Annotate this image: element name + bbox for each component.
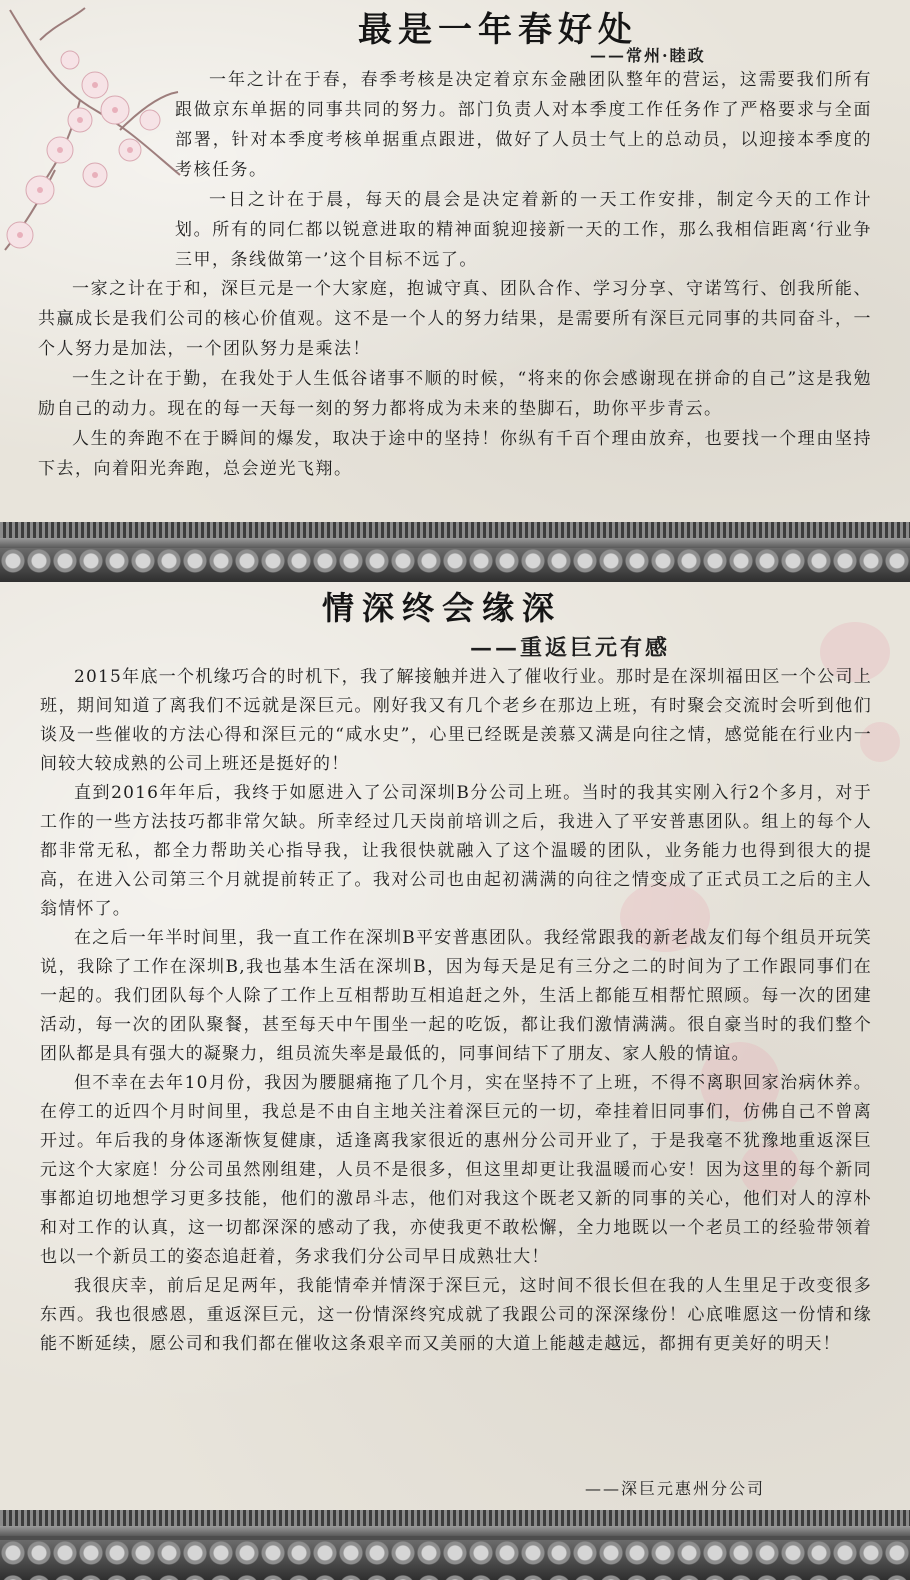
plum-blossom-illustration xyxy=(0,0,185,265)
section2-signature: ——深巨元惠州分公司 xyxy=(584,1479,765,1498)
section1-paragraph-1: 一年之计在于春，春季考核是决定着京东金融团队整年的营运，这需要我们所有跟做京东单据的同事共同的努力。部门负责人对本季度工作任务作了严格要求与全面部署，针对本季度考核单据重点跟进，做好了人员士气上的总动员，以迎接本季度的考核任务。 xyxy=(175,70,872,180)
section1-subtitle: ——常州·睦政 xyxy=(590,46,706,65)
section1-paragraph-3: 一家之计在于和，深巨元是一个大家庭，抱诚守真、团队合作、学习分享、守诺笃行、创我所能、共赢成长是我们公司的核心价值观。这不是一个人的努力结果，是需要所有深巨元同事的共同奋斗，一个人努力是加法，一个团队努力是乘法！ xyxy=(38,279,872,359)
section1-body-top xyxy=(175,65,872,275)
section2-title: 情深终会缘深 xyxy=(322,589,563,627)
section2-paragraph-4: 但不幸在去年10月份，我因为腰腿痛拖了几个月，实在坚持不了上班，不得不离职回家治病休养。在停工的近四个月时间里，我总是不由自主地关注着深巨元的一切，牵挂着旧同事们，仿佛自己不曾离开过。年后我的身体逐渐恢复健康，适逢离我家很近的惠州分公司开业了，于是我毫不犹豫地重返深巨元这个大家庭！分公司虽然刚组建，人员不是很多，但这里却更让我温暖而心安！因为这里的每个新同事都迫切地想学习更多技能，他们的激昂斗志，他们对我这个既老又新的同事的关心，他们对人的淳朴和对工作的认真，这一切都深深的感动了我，亦使我更不敢松懈，全力地既以一个老员工的经验带领着也以一个新员工的姿态追赶着，务求我们分公司早日成熟壮大！ xyxy=(40,1073,872,1267)
section1-title: 最是一年春好处 xyxy=(358,10,638,50)
section1-paragraph-2: 一日之计在于晨，每天的晨会是决定着新的一天工作安排，制定今天的工作计划。所有的同仁都以锐意进取的精神面貌迎接新一天的工作，那么我相信距离‘行业争三甲，条线做第一’这个目标不远了。 xyxy=(175,190,872,270)
section2-paragraph-1: 2015年底一个机缘巧合的时机下，我了解接触并进入了催收行业。那时是在深圳福田区一个公司上班，期间知道了离我们不远就是深巨元。刚好我又有几个老乡在那边上班，有时聚会交流时会听到他们谈及一些催收的方法心得和深巨元的“咸水史”，心里已经既是羡慕又满是向往之情，感觉能在行业内一间较大较成熟的公司上班还是挺好的！ xyxy=(40,667,872,774)
section2-paragraph-2: 直到2016年年后，我终于如愿进入了公司深圳B分公司上班。当时的我其实刚入行2个多月，对于工作的一些方法技巧都非常欠缺。所幸经过几天岗前培训之后，我进入了平安普惠团队。组上的每个人都非常无私，都全力帮助关心指导我，让我很快就融入了这个温暖的团队，业务能力也得到很大的提高，在进入公司第三个月就提前转正了。我对公司也由起初满满的向往之情变成了正式员工之后的主人翁情怀了。 xyxy=(40,783,872,919)
section1-paragraph-4: 一生之计在于勤，在我处于人生低谷诸事不顺的时候，“将来的你会感谢现在拼命的自己”这是我勉励自己的动力。现在的每一天每一刻的努力都将成为未来的垫脚石，助你平步青云。 xyxy=(38,369,872,419)
section2-body xyxy=(40,663,872,1359)
section1-body-bottom xyxy=(38,274,872,484)
section1-paragraph-5: 人生的奔跑不在于瞬间的爆发，取决于途中的坚持！你纵有千百个理由放弃，也要找一个理由坚持下去，向着阳光奔跑，总会逆光飞翔。 xyxy=(38,429,872,479)
tile-roof-divider xyxy=(0,522,910,582)
section2-subtitle: ——重返巨元有感 xyxy=(470,635,671,661)
section2-paragraph-5: 我很庆幸，前后足足两年，我能情牵并情深于深巨元，这时间不很长但在我的人生里足于改变很多东西。我也很感恩，重返深巨元，这一份情深终究成就了我跟公司的深深缘份！心底唯愿这一份情和缘能不断延续，愿公司和我们都在催收这条艰辛而又美丽的大道上能越走越远，都拥有更美好的明天！ xyxy=(40,1276,872,1354)
tile-roof-footer xyxy=(0,1510,910,1580)
section2-paragraph-3: 在之后一年半时间里，我一直工作在深圳B平安普惠团队。我经常跟我的新老战友们每个组员开玩笑说，我除了工作在深圳B,我也基本生活在深圳B，因为每天是足有三分之二的时间为了工作跟同事们在一起的。我们团队每个人除了工作上互相帮助互相追赶之外，生活上都能互相帮忙照顾。每一次的团建活动，每一次的团队聚餐，甚至每天中午围坐一起的吃饭，都让我们激情满满。很自豪当时的我们整个团队都是具有强大的凝聚力，组员流失率是最低的，同事间结下了朋友、家人般的情谊。 xyxy=(40,928,872,1064)
